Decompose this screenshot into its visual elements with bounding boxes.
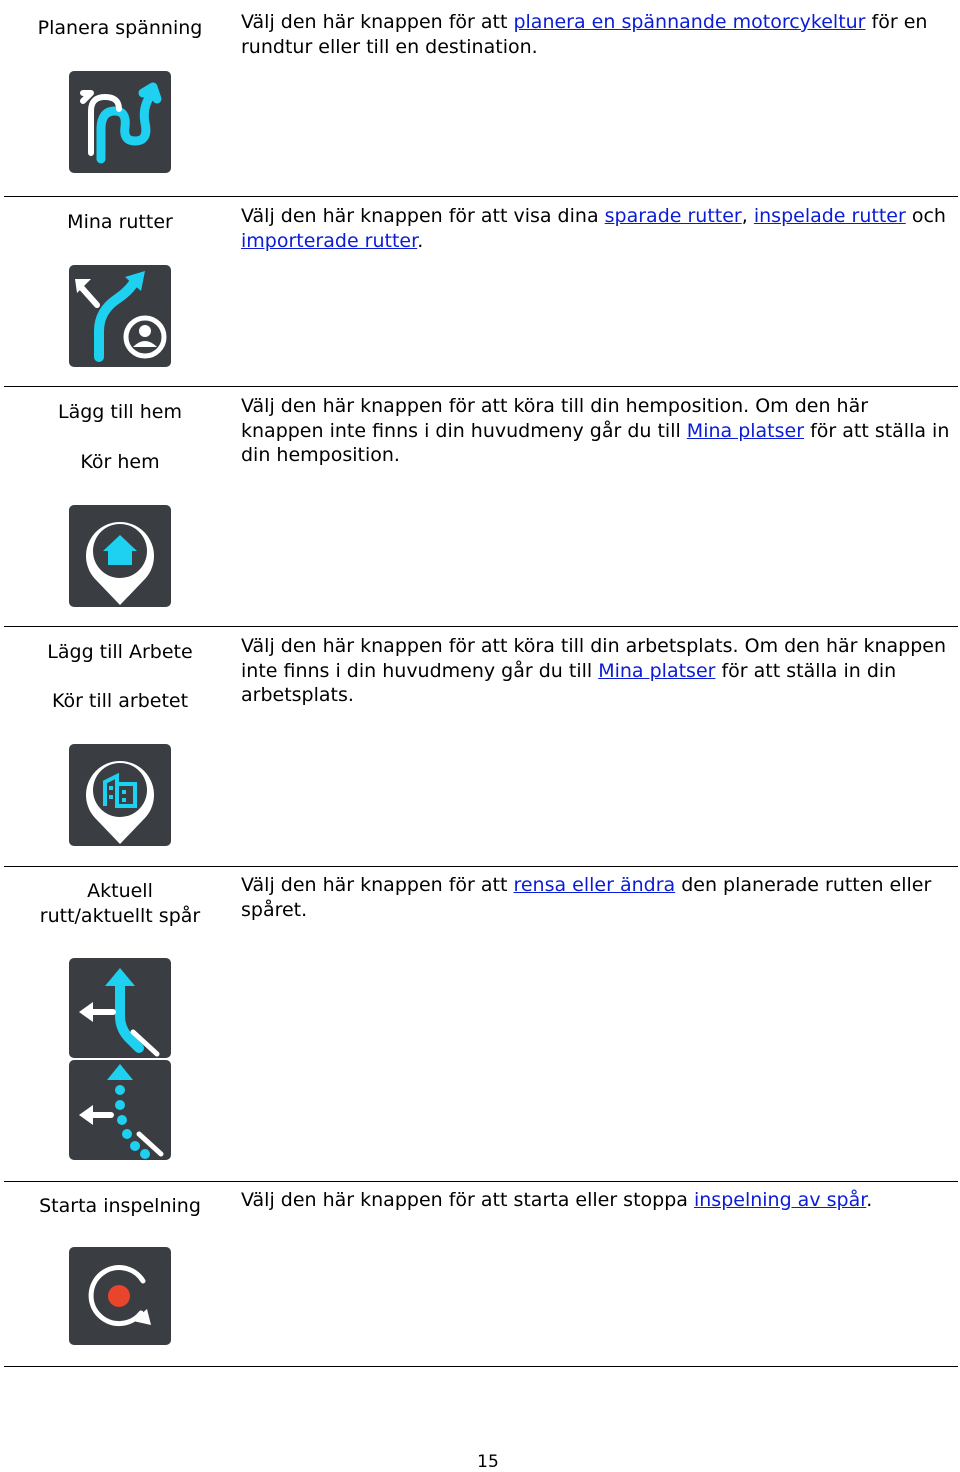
current-route-icon[interactable] (69, 958, 171, 1058)
row-description (241, 634, 953, 708)
desc-text: , (741, 205, 754, 227)
row-name-drive-to-work: Kör till arbetet (51, 690, 189, 712)
link-track-recording[interactable]: inspelning av spår (693, 1189, 867, 1211)
row-name-planera-spanning: Planera spänning (37, 17, 203, 39)
home-pin-icon[interactable] (69, 505, 171, 607)
desc-text: Välj den här knappen för att (241, 11, 514, 33)
desc-text: . (866, 1189, 873, 1211)
link-recorded-routes[interactable]: inspelade rutter (753, 205, 906, 227)
link-my-places[interactable]: Mina platser (686, 419, 805, 442)
page-number: 15 (477, 1452, 499, 1472)
row-name-mina-rutter: Mina rutter (67, 211, 173, 233)
row-description (241, 873, 953, 922)
desc-text: Välj den här knappen för att (241, 874, 514, 896)
row-description (241, 1188, 953, 1213)
desc-text: den planerade rutten eller spåret. (241, 874, 932, 921)
link-plan-thrilling-ride[interactable]: planera en spännande motorcykeltur (513, 11, 866, 33)
desc-text: Välj den här knappen för att visa dina (241, 205, 605, 227)
row-name-add-work: Lägg till Arbete (47, 641, 193, 663)
row-name-drive-home: Kör hem (80, 451, 160, 473)
row-name-current-route-line1: Aktuell (87, 880, 153, 902)
row-divider (4, 1366, 958, 1367)
desc-text: och (905, 205, 946, 227)
record-icon[interactable] (69, 1247, 171, 1345)
desc-text: Välj den här knappen för att köra till din arbetsplats. Om den här knappen inte finns i din huvudmeny går du till (241, 635, 947, 682)
row-description (241, 204, 953, 253)
desc-text: för att ställa in din hemposition. (241, 419, 950, 466)
row-divider (4, 626, 958, 627)
link-clear-or-change[interactable]: rensa eller ändra (513, 874, 676, 896)
winding-route-icon[interactable] (69, 71, 171, 173)
current-track-icon[interactable] (69, 1060, 171, 1160)
desc-text: Välj den här knappen för att köra till din hemposition. Om den här knappen inte finns i din huvudmeny går du till (241, 395, 869, 442)
my-routes-icon[interactable] (69, 265, 171, 367)
desc-text: för att ställa in din arbetsplats. (241, 659, 897, 706)
row-divider (4, 386, 958, 387)
row-name-current-route-line2: rutt/aktuellt spår (39, 905, 201, 927)
link-my-places[interactable]: Mina platser (598, 659, 716, 682)
row-divider (4, 866, 958, 867)
row-divider (4, 196, 958, 197)
row-name-add-home: Lägg till hem (58, 401, 182, 423)
link-saved-routes[interactable]: sparade rutter (604, 205, 742, 227)
desc-text: för en rundtur eller till en destination. (241, 11, 928, 58)
work-pin-icon[interactable] (69, 744, 171, 846)
desc-text: Välj den här knappen för att starta eller stoppa (241, 1189, 694, 1211)
desc-text: . (417, 229, 424, 252)
link-imported-routes[interactable]: importerade rutter (241, 229, 418, 252)
row-name-start-recording: Starta inspelning (39, 1195, 201, 1217)
row-description (241, 10, 953, 59)
row-description (241, 394, 953, 468)
row-divider (4, 1181, 958, 1182)
